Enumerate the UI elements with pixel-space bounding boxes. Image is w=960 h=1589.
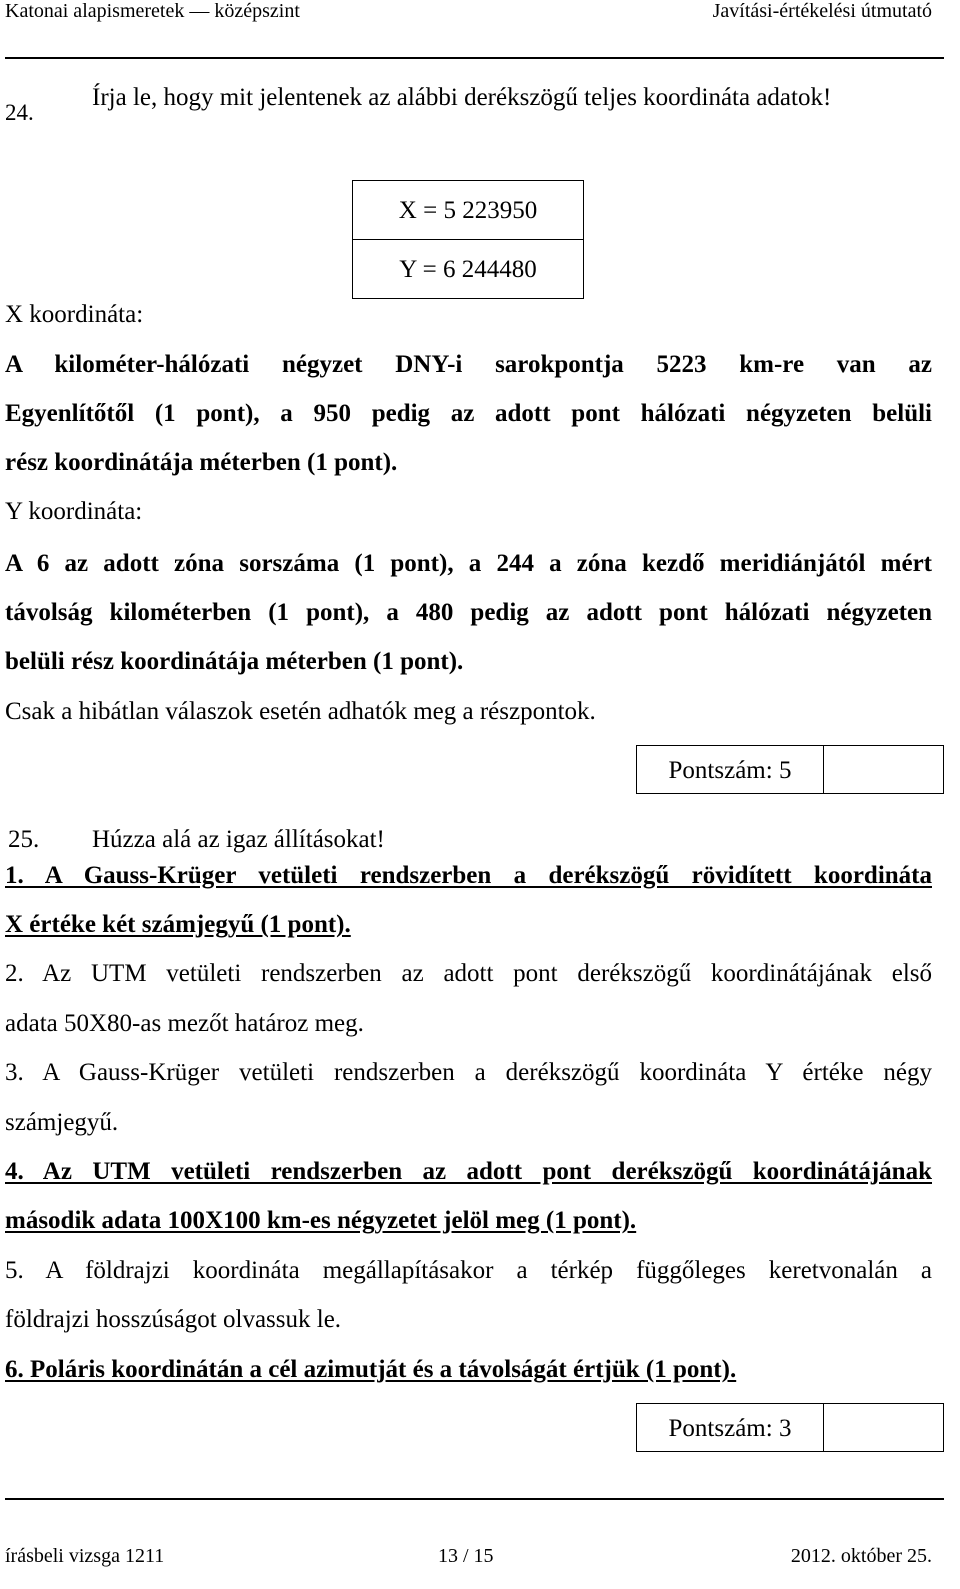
statement-3-line-1: 3. A Gauss-Krüger vetületi rendszerben a derékszögű koordináta Y értéke négy [5,1059,932,1086]
statement-4-line-1: 4. Az UTM vetületi rendszerben az adott pont derékszögű koordinátájának [5,1158,932,1185]
statement-2-line-2: adata 50X80-as mezőt határoz meg. [5,1010,364,1037]
score-label-25: Pontszám: 3 [637,1404,824,1451]
question-24-number: 24. [5,100,34,125]
question-24-text: Írja le, hogy mit jelentenek az alábbi derékszögű teljes koordináta adatok! [92,84,832,111]
footer-exam-code: írásbeli vizsga 1211 [5,1545,165,1567]
statement-3-line-2: számjegyű. [5,1109,119,1136]
y-answer-line-2: távolság kilométerben (1 pont), a 480 pedig az adott pont hálózati négyzeten [5,599,932,626]
coordinate-box [352,180,584,299]
x-answer-line-1: A kilométer-hálózati négyzet DNY-i sarokpontja 5223 km-re van az [5,351,932,378]
y-answer-line-1: A 6 az adott zóna sorszáma (1 pont), a 244 a zóna kezdő meridiánjától mért [5,550,932,577]
question-25-number: 25. [8,826,40,853]
x-answer-line-3: rész koordinátája méterben (1 pont). [5,449,398,476]
statement-4-line-2: második adata 100X100 km-es négyzetet jelöl meg (1 pont). [5,1207,637,1234]
statement-6-line-1: 6. Poláris koordinátán a cél azimutját és a távolságát értjük (1 pont). [5,1356,737,1383]
header-divider [5,57,944,59]
partial-points-note: Csak a hibátlan válaszok esetén adhatók meg a részpontok. [5,698,596,725]
coordinate-x-value: X = 5 223950 [353,181,583,240]
y-label: Y koordináta: [5,498,143,525]
statement-1-line-1: 1. A Gauss-Krüger vetületi rendszerben a derékszögű rövidített koordináta [5,862,932,889]
footer-date: 2012. október 25. [790,1545,932,1567]
statement-5-line-2: földrajzi hosszúságot olvassuk le. [5,1306,342,1333]
x-answer-line-2: Egyenlítőtől (1 pont), a 950 pedig az adott pont hálózati négyzeten belüli [5,400,932,427]
coordinate-y-value: Y = 6 244480 [399,256,537,283]
header-subtitle: Javítási-értékelési útmutató [712,0,932,22]
score-box-24 [636,745,944,794]
y-answer-line-3: belüli rész koordinátája méterben (1 pont). [5,648,464,675]
x-label: X koordináta: [5,301,144,328]
footer-page-number: 13 / 15 [438,1545,494,1567]
score-box-25 [636,1403,944,1452]
statement-5-line-1: 5. A földrajzi koordináta megállapításakor a térkép függőleges keretvonalán a [5,1257,932,1284]
header-title: Katonai alapismeretek — középszint [5,0,300,22]
statement-2-line-1: 2. Az UTM vetületi rendszerben az adott pont derékszögű koordinátájának első [5,960,932,987]
score-label-24: Pontszám: 5 [637,746,824,793]
question-25-text: Húzza alá az igaz állításokat! [92,826,385,853]
footer-divider [5,1498,944,1500]
statement-1-line-2: X értéke két számjegyű (1 pont). [5,911,351,938]
